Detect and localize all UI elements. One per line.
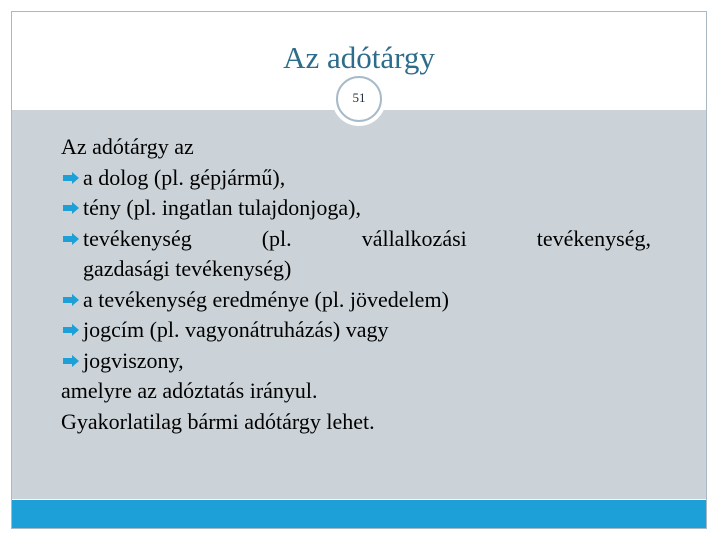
bullet-item <box>61 193 657 224</box>
bullet-item <box>61 346 657 377</box>
bullet-word: vállalkozási <box>361 225 467 251</box>
bullet-item <box>61 285 657 316</box>
bullet-text: jogviszony, <box>83 347 184 373</box>
bullet-continuation: gazdasági tevékenység) <box>83 256 292 281</box>
intro-line: Az adótárgy az <box>61 134 194 159</box>
slide-body <box>61 132 657 437</box>
page-number-badge <box>336 76 382 122</box>
bullet-item <box>61 163 657 194</box>
bullet-word: (pl. <box>261 225 292 251</box>
bullet-word: tevékenység <box>83 225 192 251</box>
bullet-text: a dolog (pl. gépjármű), <box>83 164 286 190</box>
bullet-text: a tevékenység eredménye (pl. jövedelem) <box>83 286 449 312</box>
bullet-text: tény (pl. ingatlan tulajdonjoga), <box>83 195 361 220</box>
bullet-item <box>61 315 657 346</box>
bullet-word: tevékenység, <box>536 225 651 251</box>
page-number: 51 <box>352 90 366 105</box>
closing-line: Gyakorlatilag bármi adótárgy lehet. <box>61 408 375 434</box>
footer-bar <box>12 500 706 528</box>
slide-title: Az adótárgy <box>283 40 435 75</box>
bullet-item-justified <box>61 224 651 255</box>
closing-line: amelyre az adóztatás irányul. <box>61 378 318 403</box>
bullet-text: jogcím (pl. vagyonátruházás) vagy <box>83 317 389 342</box>
